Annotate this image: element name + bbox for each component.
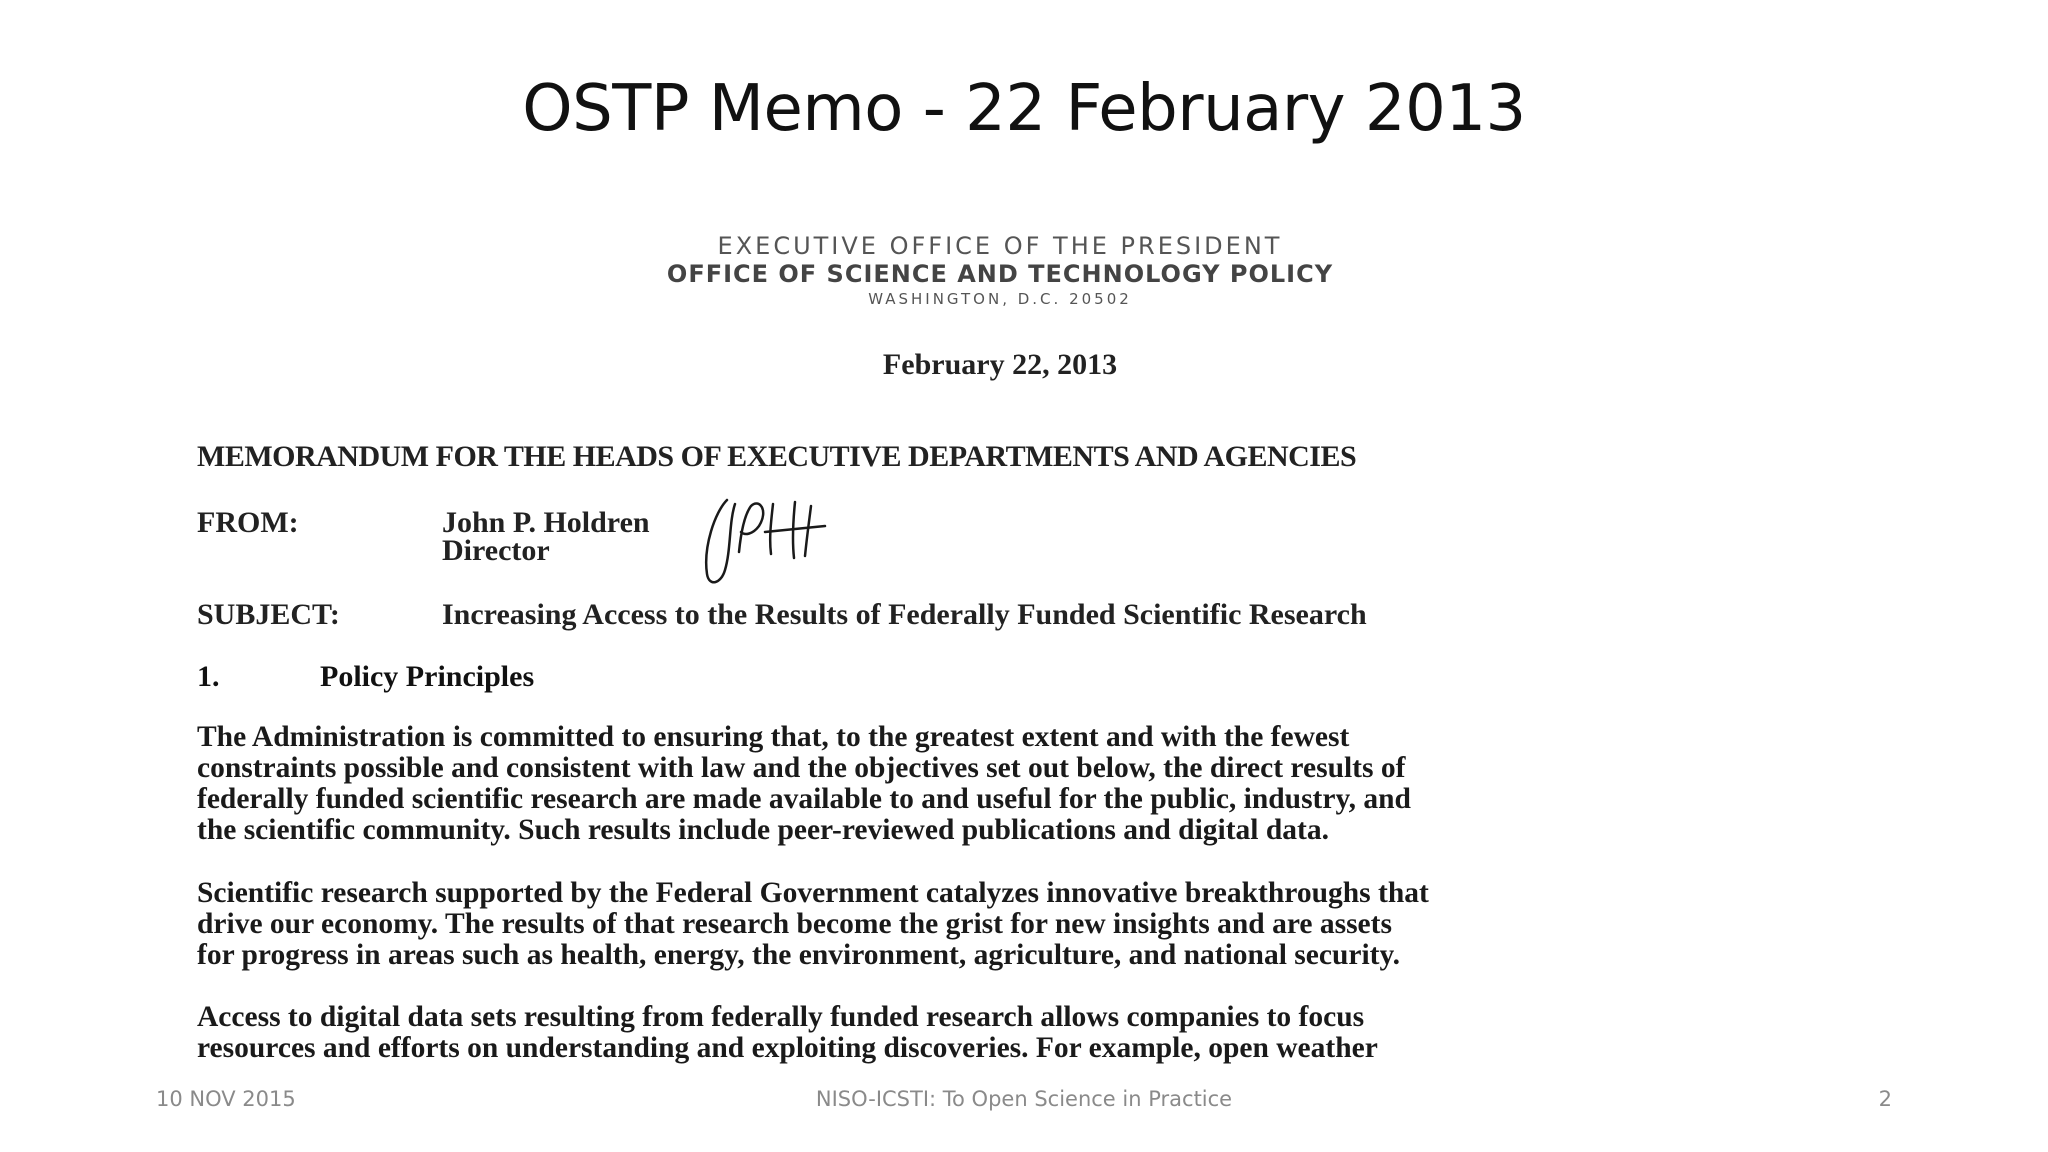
paragraph: Scientific research supported by the Federal Government catalyzes innovative breakthroughs that drive our economy. The results of that research become the grist for new insights and are assets for progress in areas such as health, energy, the environment, agriculture, and national security. [197,877,1429,971]
from-label: FROM: [197,506,299,539]
footer-date: 10 NOV 2015 [156,1087,296,1111]
from-name: John P. Holdren [442,506,650,539]
letterhead-line-3: WASHINGTON, D.C. 20502 [868,290,1132,308]
section-number: 1. [197,660,220,693]
section-title: Policy Principles [320,660,535,693]
paragraph: Access to digital data sets resulting from federally funded research allows companies to focus resources and efforts on understanding and exploiting discoveries. For example, open weather [197,1001,1378,1064]
subject-value: Increasing Access to the Results of Federally Funded Scientific Research [442,598,1367,631]
memo-image [190,220,1810,1152]
memo-addressee: MEMORANDUM FOR THE HEADS OF EXECUTIVE DEPARTMENTS AND AGENCIES [197,440,1357,473]
letterhead-line-2: OFFICE OF SCIENCE AND TECHNOLOGY POLICY [666,260,1334,288]
letterhead-line-1: EXECUTIVE OFFICE OF THE PRESIDENT [717,232,1283,260]
footer-title: NISO-ICSTI: To Open Science in Practice [815,1087,1233,1111]
slide-title: OSTP Memo - 22 February 2013 [522,72,1526,146]
subject-label: SUBJECT: [197,598,340,631]
signature-image [695,492,830,592]
from-title: Director [442,534,550,567]
memo-date: February 22, 2013 [882,348,1118,381]
footer-page-number: 2 [1878,1087,1892,1111]
paragraph: The Administration is committed to ensuring that, to the greatest extent and with the fewest constraints possible and consistent with law and the objectives set out below, the direct results of federally funded scientific research are made available to and useful for the public, industry, and the scientific community. Such results include peer-reviewed publications and digital data. [197,721,1411,846]
